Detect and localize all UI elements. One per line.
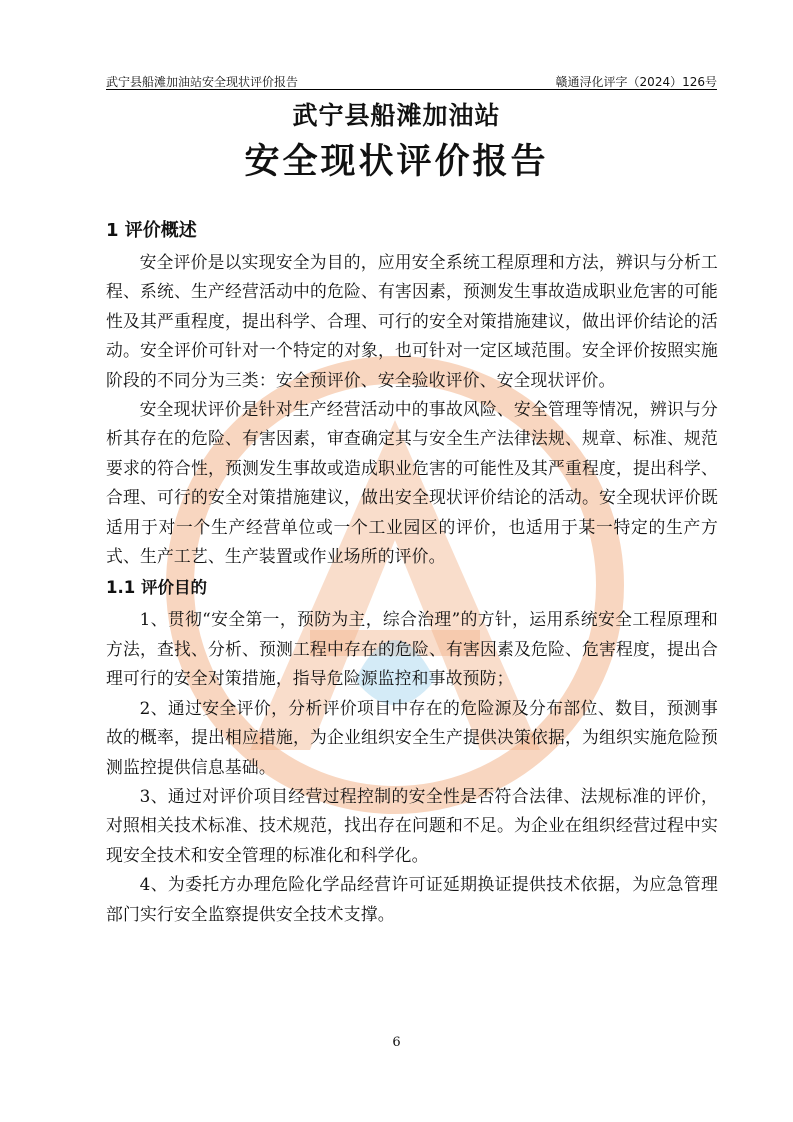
header-left-text: 武宁县船滩加油站安全现状评价报告 — [106, 75, 299, 89]
section-heading-1-1: 1.1 评价目的 — [106, 578, 207, 598]
paragraph: 1、贯彻“安全第一，预防为主，综合治理”的方针，运用系统安全工程原理和方法，查找、分析、预测工程中存在的危险、有害因素及危险、危害程度，提出合理可行的安全对策措施，指导危险源监控和事故预防； — [106, 609, 718, 689]
section-heading-1: 1 评价概述 — [106, 220, 197, 241]
paragraph: 安全现状评价是针对生产经营活动中的事故风险、安全管理等情况，辨识与分析其存在的危险、有害因素，审查确定其与安全生产法律法规、规章、标准、规范要求的符合性，预测发生事故或造成职业危害的可能性及其严重程度，提出科学、合理、可行的安全对策措施建议，做出安全现状评价结论的活动。安全现状评价既适用于对一个生产经营单位或一个工业园区的评价，也适用于某一特定的生产方式、生产工艺、生产装置或作业场所的评价。 — [106, 399, 718, 567]
header-divider — [106, 89, 717, 90]
document-body — [106, 214, 718, 929]
paragraph: 2、通过安全评价，分析评价项目中存在的危险源及分布部位、数目，预测事故的概率，提出相应措施，为企业组织安全生产提供决策依据，为组织实施危险预测监控提供信息基础。 — [106, 697, 718, 777]
header-right-text: 赣通浔化评字（2024）126号 — [555, 75, 717, 89]
paragraph: 3、通过对评价项目经营过程控制的安全性是否符合法律、法规标准的评价，对照相关技术标准、技术规范，找出存在问题和不足。为企业在组织经营过程中实现安全技术和安全管理的标准化和科学化。 — [106, 785, 718, 865]
document-title-line2: 安全现状评价报告 — [244, 141, 549, 182]
document-title-line1: 武宁县船滩加油站 — [292, 101, 501, 130]
page-number: 6 — [392, 1035, 401, 1050]
paragraph: 4、为委托方办理危险化学品经营许可证延期换证提供技术依据，为应急管理部门实行安全监察提供安全技术支撑。 — [106, 874, 718, 924]
page-header — [106, 68, 717, 90]
paragraph: 安全评价是以实现安全为目的，应用安全系统工程原理和方法，辨识与分析工程、系统、生产经营活动中的危险、有害因素，预测发生事故造成职业危害的可能性及其严重程度，提出科学、合理、可行的安全对策措施建议，做出评价结论的活动。安全评价可针对一个特定的对象，也可针对一定区域范围。安全评价按照实施阶段的不同分为三类：安全预评价、安全验收评价、安全现状评价。 — [106, 252, 718, 390]
